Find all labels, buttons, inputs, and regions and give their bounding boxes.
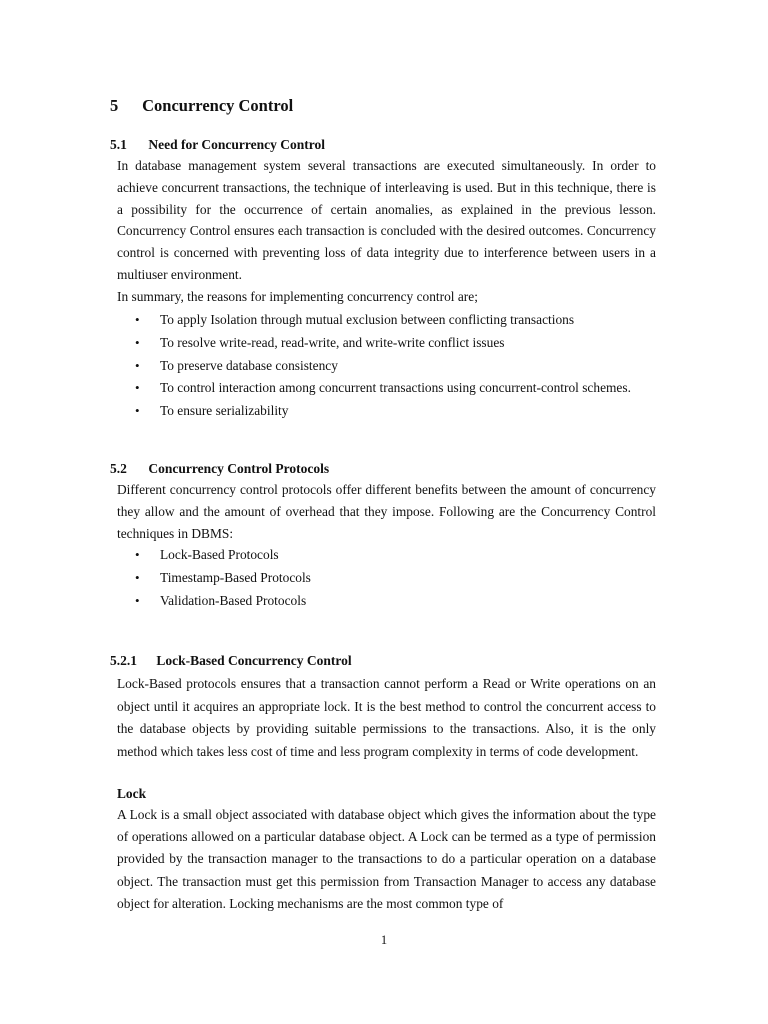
list-item: • Validation-Based Protocols [117,590,311,613]
section-heading-5-2-1 [110,653,352,669]
section-5-2-paragraph: Different concurrency control protocols offer different benefits between the amount of concurrency they allow and the amount of overhead that they impose. Following are the Concurrency Control techniques in DBMS: [117,482,656,541]
section-number: 5.1 [110,137,127,152]
protocols-list [117,544,311,612]
summary-line: In summary, the reasons for implementing concurrency control are; [117,289,478,304]
list-item: • To preserve database consistency [117,355,631,378]
section-heading-5-2 [110,461,329,477]
list-item: • Lock-Based Protocols [117,544,311,567]
reasons-list [117,309,631,423]
section-heading-5-1 [110,137,325,153]
list-item: • Timestamp-Based Protocols [117,567,311,590]
lock-paragraph: A Lock is a small object associated with database object which gives the information about the type of operations allowed on a particular database object. A Lock can be termed as a type of permission provided by the transaction manager to the transactions to do a particular operation on a database object. The transaction must get this permission from Transaction Manager to access any database object for alteration. Locking mechanisms are the most common type of [117,807,656,911]
list-item: • To resolve write-read, read-write, and write-write conflict issues [117,332,631,355]
chapter-heading [110,96,293,116]
section-title: Concurrency Control Protocols [148,461,330,476]
section-number: 5.2.1 [110,653,137,668]
chapter-number: 5 [110,96,119,115]
lock-term-heading: Lock [117,786,147,801]
section-number: 5.2 [110,461,127,476]
section-5-2-1-paragraph: Lock-Based protocols ensures that a transaction cannot perform a Read or Write operations on an object until it acquires an appropriate lock. It is the best method to control the concurrent access to the database objects by providing suitable permissions to the transactions. Also, it is the only method which takes less cost of time and less program complexity in terms of code development. [117,676,656,759]
chapter-title: Concurrency Control [142,96,294,115]
section-title: Lock-Based Concurrency Control [156,653,352,668]
list-item: • To control interaction among concurrent transactions using concurrent-control schemes. [117,377,631,400]
page-number: 1 [380,933,388,947]
list-item: • To ensure serializability [117,400,631,423]
section-title: Need for Concurrency Control [148,137,325,152]
list-item: • To apply Isolation through mutual exclusion between conflicting transactions [117,309,631,332]
section-5-1-paragraph: In database management system several transactions are executed simultaneously. In order to achieve concurrent transactions, the technique of interleaving is used. But in this technique, there is a possibility for the occurrence of certain anomalies, as explained in the previous lesson. Concurrency Control ensures each transaction is concluded with the desired outcomes. Concurrency control is concerned with preventing loss of data integrity due to interference between users in a multiuser environment. [117,158,656,282]
